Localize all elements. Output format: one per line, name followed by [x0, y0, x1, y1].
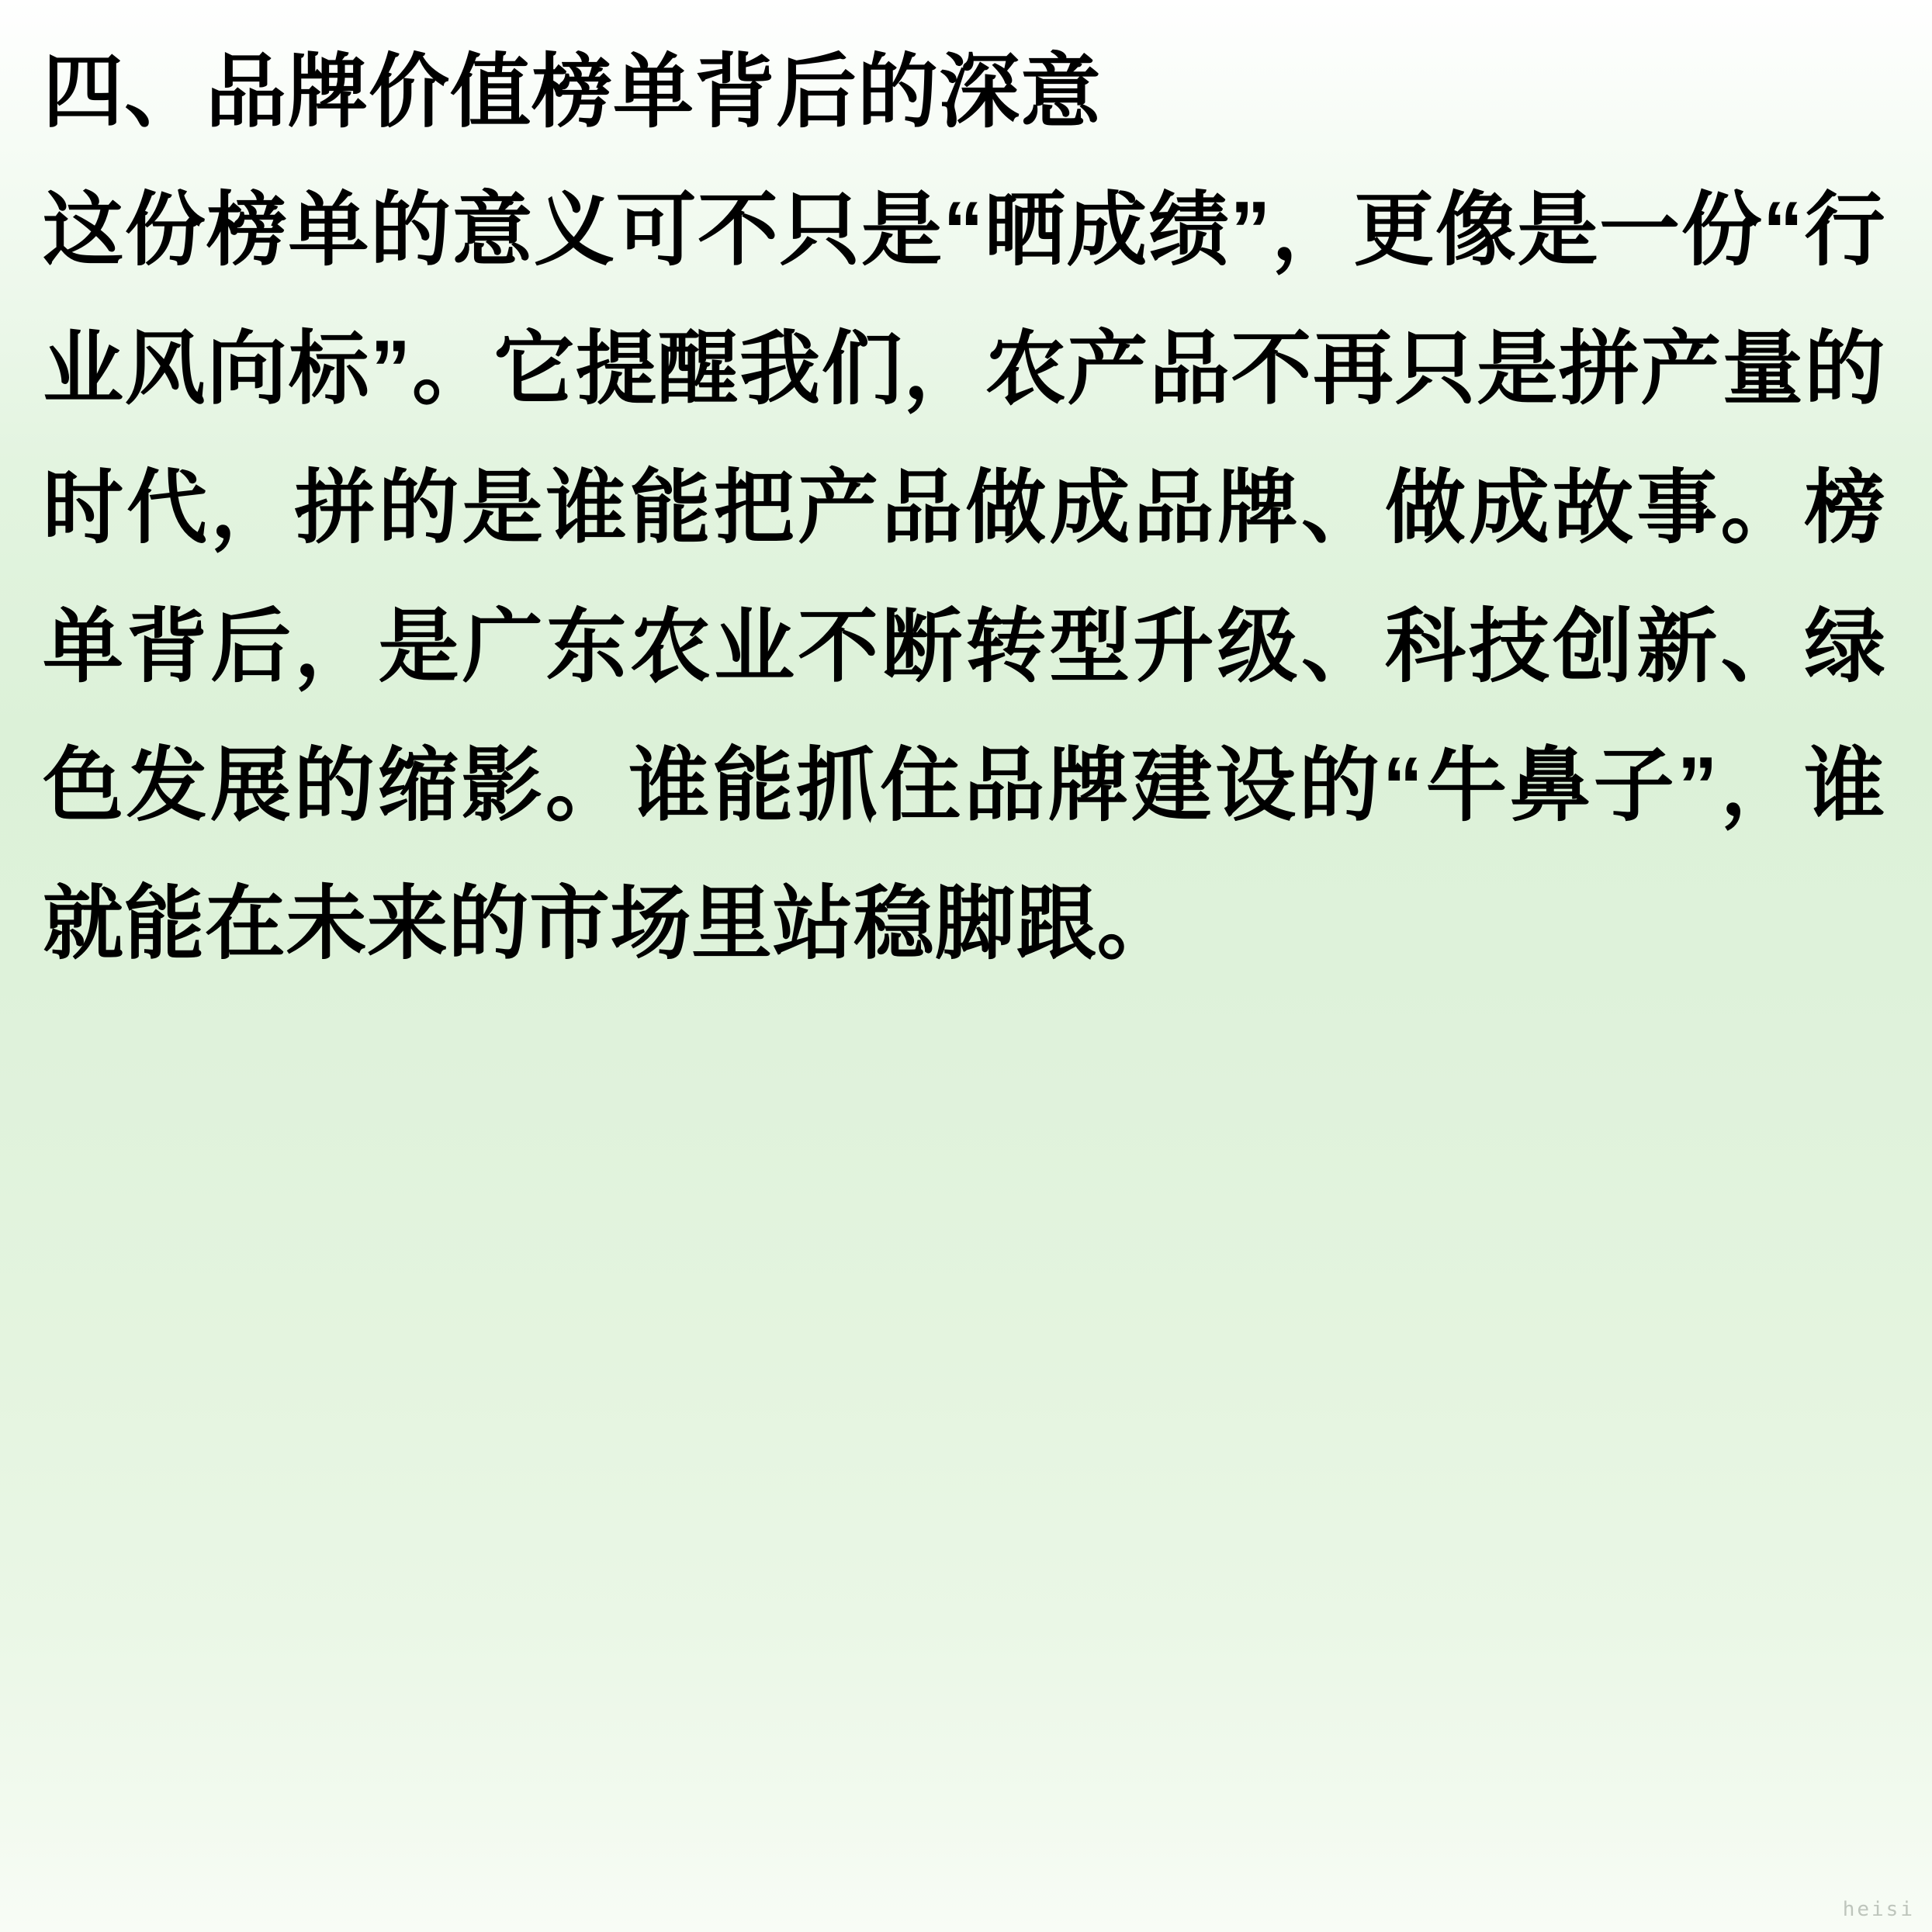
section-heading: 四、品牌价值榜单背后的深意 — [43, 47, 1103, 137]
watermark-text: heisi — [1842, 1898, 1915, 1921]
section-paragraph: 这份榜单的意义可不只是“晒成绩”，更像是一份“行业风向标”。它提醒我们，农产品不再只是拼产量的时代，拼的是谁能把产品做成品牌、做成故事。榜单背后，是广东农业不断转型升级、科技创新、绿色发展的缩影。谁能抓住品牌建设的“牛鼻子”，谁就能在未来的市场里站稳脚跟。 — [43, 185, 1885, 970]
article-body — [43, 31, 1885, 994]
